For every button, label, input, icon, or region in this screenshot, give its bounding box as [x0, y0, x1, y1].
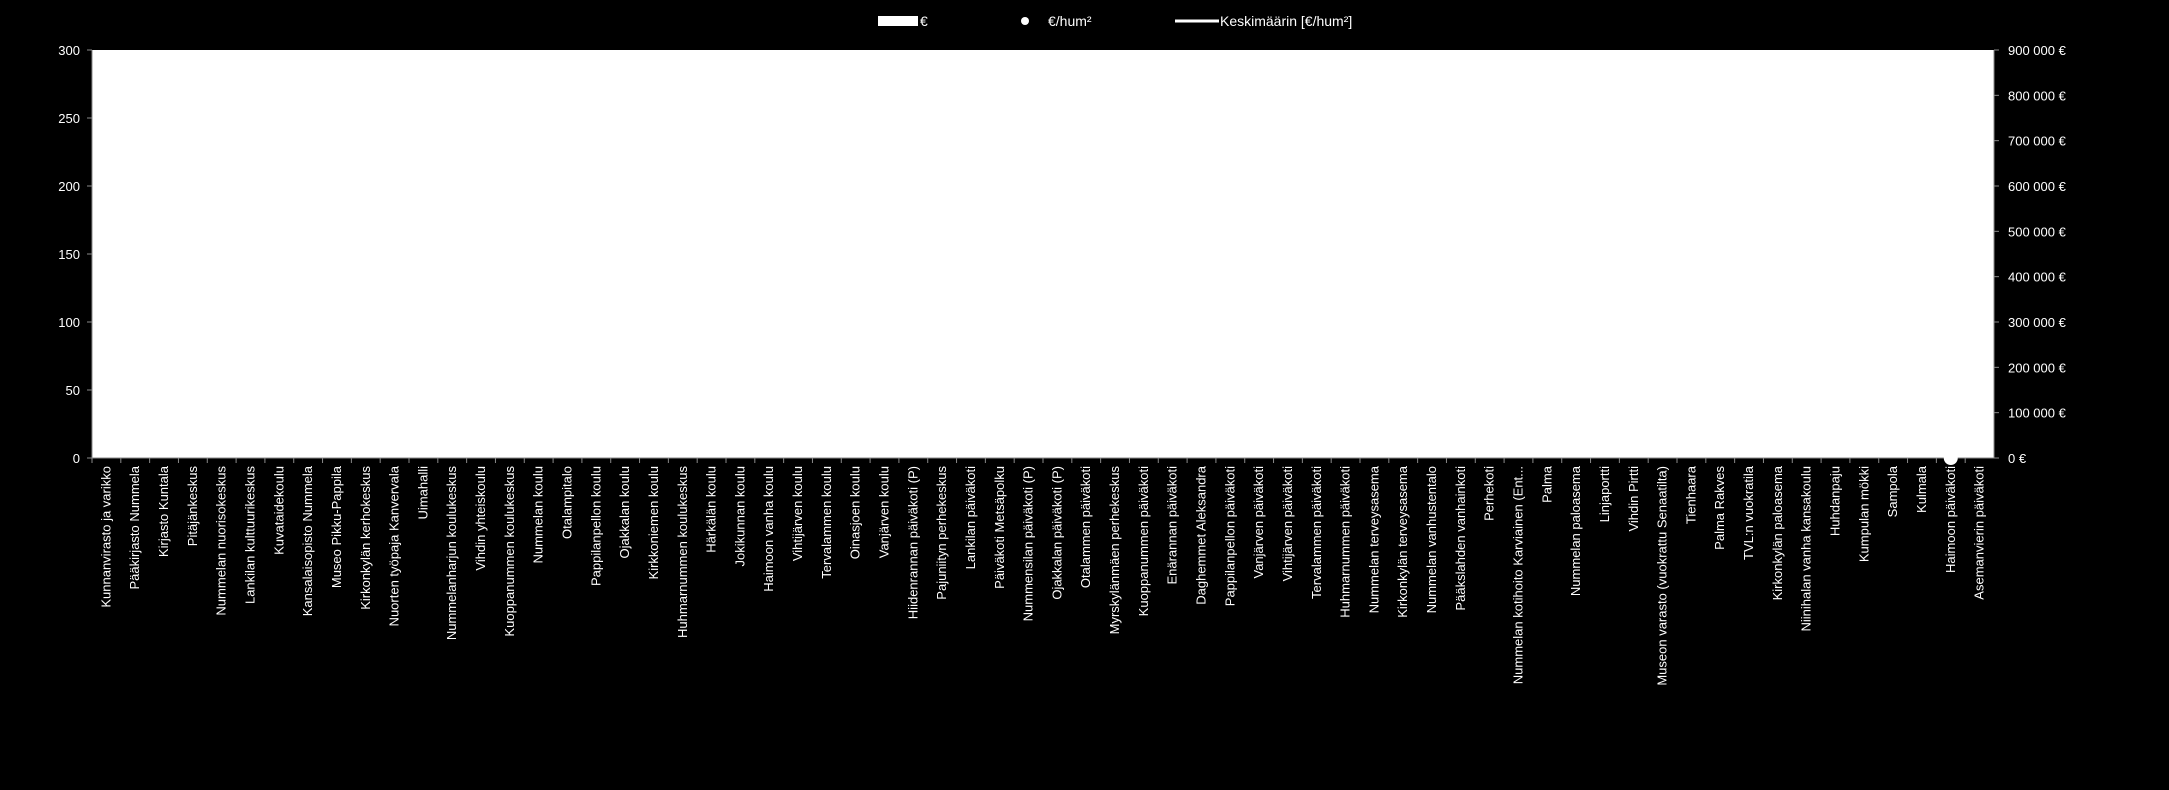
category-label: Haimoon päiväkoti: [1942, 466, 1958, 573]
legend-swatch-bar: [878, 16, 918, 26]
plot-area: [92, 50, 1994, 458]
category-label: Niinihalan vanha kansakoulu: [1798, 466, 1814, 632]
category-label: Kuvataidekoulu: [271, 466, 287, 555]
category-label: Daghemmet Aleksandra: [1193, 466, 1209, 605]
category-label: TVL:n vuokratila: [1741, 466, 1757, 560]
category-label: Lankilan päiväkoti: [962, 466, 978, 570]
category-label: Tienhaara: [1683, 466, 1699, 525]
category-label: Nuorten työpaja Kanvervala: [386, 466, 402, 627]
legend: [878, 13, 1352, 29]
category-label: Pääkirjasto Nummela: [127, 466, 143, 590]
category-label: Vihdin Pirtti: [1625, 466, 1641, 532]
marker-point: [1944, 451, 1958, 465]
category-label: Pappilanpellon päiväkoti: [1222, 466, 1238, 607]
category-label: Perhekoti: [1481, 466, 1497, 521]
y-left-tick-label: 300: [58, 43, 80, 58]
category-label: Tervalammen päiväkoti: [1308, 466, 1324, 599]
y-left-tick-label: 100: [58, 315, 80, 330]
category-label: Nummelan kotihoito Karviainen (Ent...: [1510, 466, 1526, 685]
category-label: Kuoppanummen päiväkoti: [1135, 466, 1151, 617]
category-label: Nummelan vanhustentalo: [1424, 466, 1440, 614]
category-label: Ojakkalan päiväkoti (P): [1049, 466, 1065, 600]
category-label: Enärannan päiväkoti: [1164, 466, 1180, 585]
category-label: Huhmarnummen päiväkoti: [1337, 466, 1353, 618]
y-right-tick-label: 700 000 €: [2008, 133, 2066, 149]
category-label: Tervalammen koulu: [818, 466, 834, 579]
category-label: Kumpulan mökki: [1856, 466, 1872, 563]
category-label: Kirkonkylän paloasema: [1769, 466, 1785, 601]
category-label: Kuoppanummen koulukeskus: [501, 466, 517, 637]
category-label: Ojakkalan koulu: [617, 466, 633, 559]
y-left-tick-label: 150: [58, 247, 80, 262]
category-label: Nummensilan päiväkoti (P): [1020, 466, 1036, 622]
category-label: Huhmarnummen koulukeskus: [674, 466, 690, 638]
y-right-tick-label: 200 000 €: [2008, 360, 2066, 376]
legend-label: €: [920, 13, 928, 29]
category-label: Kirkkoniemen koulu: [645, 466, 661, 580]
category-label: Kansalaisopisto Nummela: [300, 466, 316, 617]
category-label: Museo Pikku-Pappila: [328, 466, 344, 589]
category-label: Kirkonkylän kerhokeskus: [357, 466, 373, 610]
legend-swatch-marker: [1021, 17, 1029, 25]
category-label: Nummelan paloasema: [1568, 466, 1584, 597]
category-label: Hiidenrannan päiväkoti (P): [905, 466, 921, 620]
category-label: Kulmala: [1913, 466, 1929, 513]
category-label: Palma: [1539, 466, 1555, 503]
category-label: Vanjärven koulu: [876, 466, 892, 559]
y-left-tick-label: 0: [72, 451, 80, 466]
y-left-tick-label: 50: [65, 383, 80, 398]
category-labels: [98, 465, 1986, 685]
category-label: Pappilanpellon koulu: [588, 466, 604, 586]
category-label: Nummelanharjun koulukeskus: [444, 466, 460, 641]
category-label: Vanjärven päiväkoti: [1251, 466, 1267, 579]
y-left-tick-label: 250: [58, 111, 80, 126]
category-label: Kirkonkylän terveysasema: [1395, 466, 1411, 618]
category-label: Kirjasto Kuntala: [156, 466, 172, 558]
category-label: Asemanvierin päiväkoti: [1971, 466, 1987, 600]
category-label: Palma Rakves: [1712, 466, 1728, 550]
category-label: Päiväkoti Metsäpolku: [991, 466, 1007, 589]
category-label: Vihdin yhteiskoulu: [473, 466, 489, 571]
category-label: Huhdanpaju: [1827, 466, 1843, 537]
category-label: Härkälän koulu: [703, 466, 719, 553]
y-right-tick-label: 900 000 €: [2008, 43, 2066, 58]
y-right-tick-label: 400 000 €: [2008, 269, 2066, 285]
series-marks: [1944, 451, 1958, 465]
y-right-tick-label: 100 000 €: [2008, 405, 2066, 421]
category-label: Pitäjänkeskus: [184, 466, 200, 547]
category-label: Jokikunnan koulu: [732, 466, 748, 567]
legend-label: €/hum²: [1048, 13, 1092, 29]
category-label: Nummelan terveysasema: [1366, 466, 1382, 614]
y-right-tick-label: 300 000 €: [2008, 315, 2066, 330]
category-label: Oinasjoen koulu: [847, 466, 863, 560]
category-label: Vihtijärven päiväkoti: [1279, 466, 1295, 582]
legend-label: Keskimäärin [€/hum²]: [1220, 13, 1353, 29]
y-left-tick-label: 200: [58, 179, 80, 194]
category-label: Vihtijärven koulu: [790, 466, 806, 562]
y-right-tick-label: 800 000 €: [2008, 88, 2066, 104]
y-right-tick-label: 600 000 €: [2008, 179, 2066, 194]
category-label: Pääkslahden vanhainkoti: [1452, 466, 1468, 611]
category-label: Kunnanvirasto ja varikko: [98, 466, 114, 608]
category-label: Otalammen päiväkoti: [1078, 466, 1094, 589]
y-right-tick-label: 0 €: [2008, 451, 2027, 466]
category-label: Haimoon vanha koulu: [761, 466, 777, 592]
category-label: Nummelan koulu: [530, 466, 546, 564]
category-label: Myrskylänmäen perhekeskus: [1107, 466, 1123, 635]
category-label: Museon varasto (vuokrattu Senaatilta): [1654, 466, 1670, 686]
category-label: Uimahalli: [415, 466, 431, 520]
y-right-tick-label: 500 000 €: [2008, 224, 2066, 240]
category-label: Pajuniityn perhekeskus: [934, 466, 950, 600]
category-label: Lankilan kulttuurikeskus: [242, 466, 258, 605]
category-label: Otalampitalo: [559, 466, 575, 539]
category-label: Sampola: [1885, 466, 1901, 518]
category-label: Linjaportti: [1596, 466, 1612, 523]
category-label: Nummelan nuorisokeskus: [213, 466, 229, 616]
